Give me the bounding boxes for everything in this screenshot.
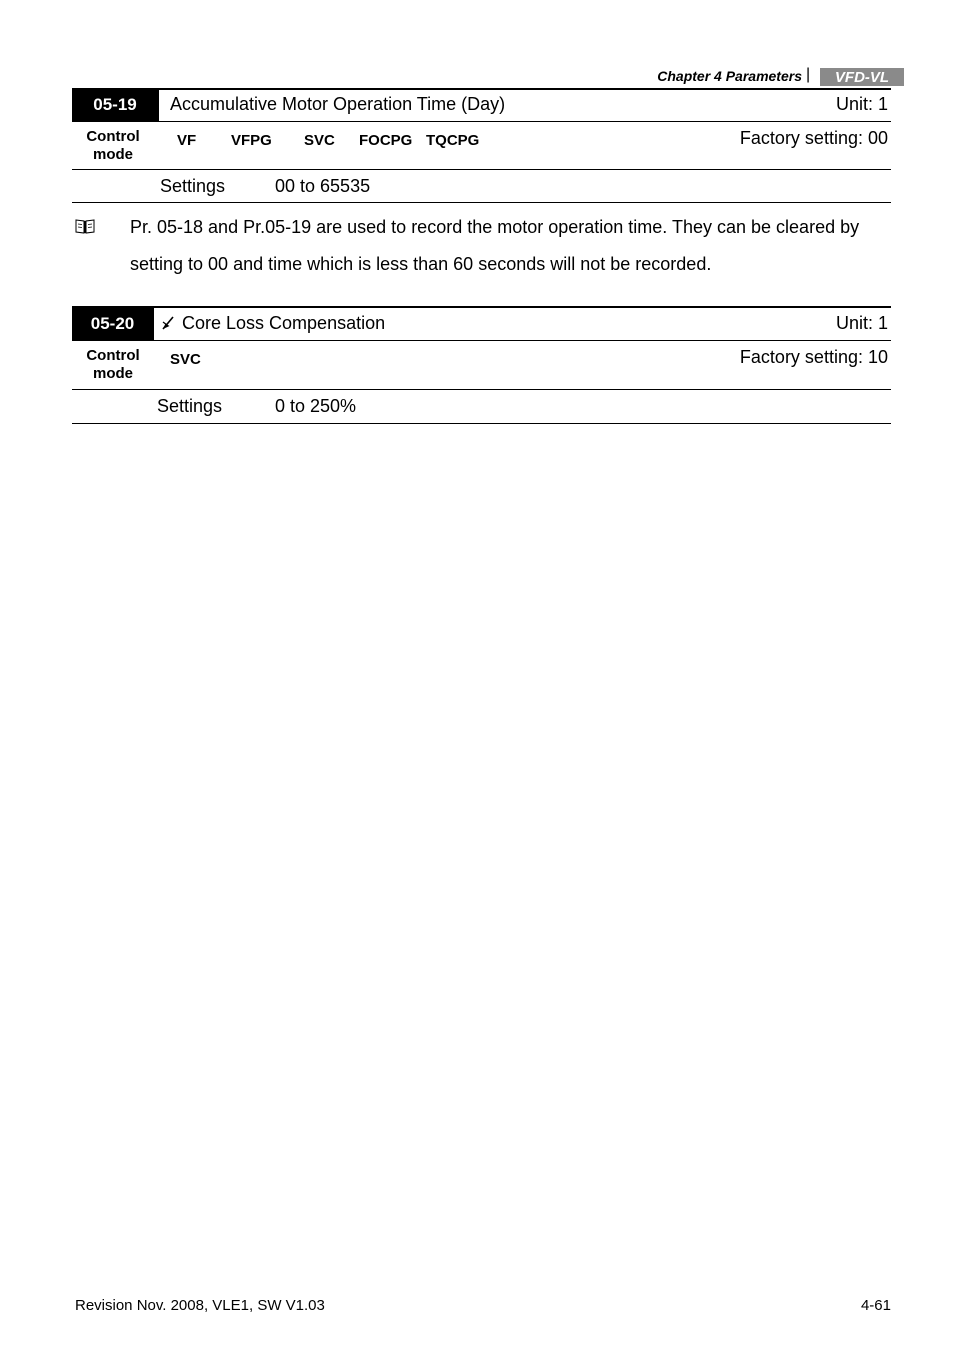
page-number: 4-61 (860, 1297, 891, 1314)
code-divider (158, 88, 159, 121)
param-code: 05-19 (72, 89, 158, 121)
pen-icon (160, 315, 176, 331)
chapter-title: Chapter 4 Parameters (657, 68, 802, 84)
vfd-vl-logo (820, 68, 904, 86)
param-code: 05-20 (72, 308, 153, 340)
param-unit: Unit: 1 (835, 313, 888, 333)
mode-svc: SVC (170, 351, 201, 368)
param-name: Accumulative Motor Operation Time (Day) (170, 94, 506, 114)
title-rule (72, 340, 891, 341)
mode-vf: VF (177, 132, 197, 149)
mode-focpg: FOCPG (359, 132, 413, 149)
param-block-05-20 (72, 306, 891, 426)
logo-text: VFD-VL (834, 69, 890, 86)
title-rule (72, 121, 891, 122)
settings-value: 0 to 250% (275, 396, 357, 416)
header-separator: | (806, 66, 811, 83)
book-icon (74, 218, 96, 235)
bottom-rule (72, 202, 891, 203)
param-block-05-19 (72, 88, 891, 206)
param-name-text: Core Loss Compensation (182, 313, 386, 333)
note-text: Pr. 05-18 and Pr.05-19 are used to record the motor operation time. They can be cleared by setting to 00 and time which is less than 60 seconds will not be recorded. (130, 217, 860, 274)
control-mode-label: Control mode (86, 347, 140, 382)
bottom-rule (72, 423, 891, 424)
control-mode-label: Control mode (86, 128, 140, 163)
footer-revision: Revision Nov. 2008, VLE1, SW V1.03 (75, 1297, 325, 1314)
param-name (160, 313, 385, 334)
mode-rule (72, 389, 891, 390)
mode-vfpg: VFPG (231, 132, 272, 149)
settings-label: Settings (157, 396, 223, 416)
top-rule (72, 88, 891, 90)
settings-label: Settings (160, 176, 226, 196)
mode-rule (72, 169, 891, 170)
factory-setting: Factory setting: 00 (739, 128, 888, 148)
mode-tqcpg: TQCPG (426, 132, 480, 149)
settings-value: 00 to 65535 (275, 176, 371, 196)
factory-setting: Factory setting: 10 (739, 347, 888, 367)
param-unit: Unit: 1 (835, 94, 888, 114)
mode-svc: SVC (304, 132, 335, 149)
top-rule (72, 306, 891, 308)
code-divider (153, 306, 154, 340)
